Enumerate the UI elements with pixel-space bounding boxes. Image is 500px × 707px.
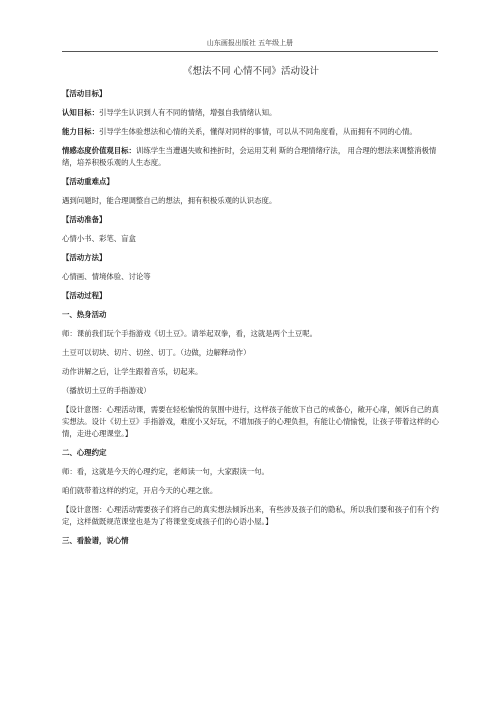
cognitive-text: 引导学生认识到人有不同的情绪，增强自我情绪认知。 xyxy=(98,108,277,117)
section-1-paragraph-4: （播放切土豆的手指游戏） xyxy=(62,386,151,395)
method-heading: 【活动方法】 xyxy=(62,253,107,262)
ability-goal xyxy=(62,126,440,138)
prep-heading: 【活动准备】 xyxy=(62,215,107,224)
cognitive-goal xyxy=(62,107,440,119)
cognitive-label: 认知目标： xyxy=(62,108,99,117)
process-heading: 【活动过程】 xyxy=(62,291,107,300)
emotion-label: 情感态度价值观目标： xyxy=(62,146,136,155)
document-body xyxy=(62,66,440,554)
section-1-paragraph-2: 土豆可以切块、切片、切丝、切丁。（边做，边解释动作） xyxy=(62,348,251,357)
section-2-paragraph-1: 师：看，这就是今天的心理约定，老师读一句，大家跟读一句。 xyxy=(62,467,269,476)
method-text: 心情画、情境体验、讨论等 xyxy=(62,272,151,281)
page-header: 山东画报出版社 五年级上册 xyxy=(62,38,438,52)
goal-heading: 【活动目标】 xyxy=(62,89,107,98)
ability-text: 引导学生体验想法和心情的关系，懂得对同样的事情，可以从不同角度看，从而拥有不同的心情。 xyxy=(98,127,417,136)
key-text: 遇到问题时，能合理调整自己的想法，拥有积极乐观的认识态度。 xyxy=(62,196,277,205)
section-1-design-intent: 【设计意图：心理活动课，需要在轻松愉悦的氛围中进行，这样孩子能放下自己的戒备心，敞开心扉，倾诉自己的真实想法。设计《切土豆》手指游戏，难度小又好玩，不增加孩子的心理负担，有能让心情愉悦，让孩子带着这样的心情，走进心理课堂。】 xyxy=(62,405,439,438)
section-1-paragraph-3: 动作讲解之后，让学生跟着音乐，切起来。 xyxy=(62,367,203,376)
prep-text: 心情小书、彩笔、盲盒 xyxy=(62,234,136,243)
section-3-heading: 三、看脸谱，说心情 xyxy=(62,536,129,545)
emotion-goal xyxy=(62,145,440,169)
section-2-heading: 二、心理约定 xyxy=(62,448,107,457)
key-heading: 【活动重难点】 xyxy=(62,177,114,186)
document-title: 《想法不同 心情不同》活动设计 xyxy=(182,66,320,77)
section-2-design-intent: 【设计意图：心理活动需要孩子们将自己的真实想法倾诉出来，有些涉及孩子们的隐私，所以我们要和孩子们有个约定，这样做既规范课堂也是为了将课堂变成孩子们的心语小屋。】 xyxy=(62,505,439,526)
ability-label: 能力目标： xyxy=(62,127,99,136)
section-1-paragraph-1: 师：课前我们玩个手指游戏《切土豆》。请举起双拳，看，这就是两个土豆呢。 xyxy=(62,329,317,338)
section-2-paragraph-2: 咱们就带着这样的约定，开启今天的心理之旅。 xyxy=(62,486,218,495)
section-1-heading: 一、热身活动 xyxy=(62,310,107,319)
emotion-text: 训练学生当遭遇失败和挫折时，会运用艾利 斯的合理情绪疗法， 用合理的想法来调整消极情绪，培养积极乐观的人生态度。 xyxy=(62,146,437,167)
